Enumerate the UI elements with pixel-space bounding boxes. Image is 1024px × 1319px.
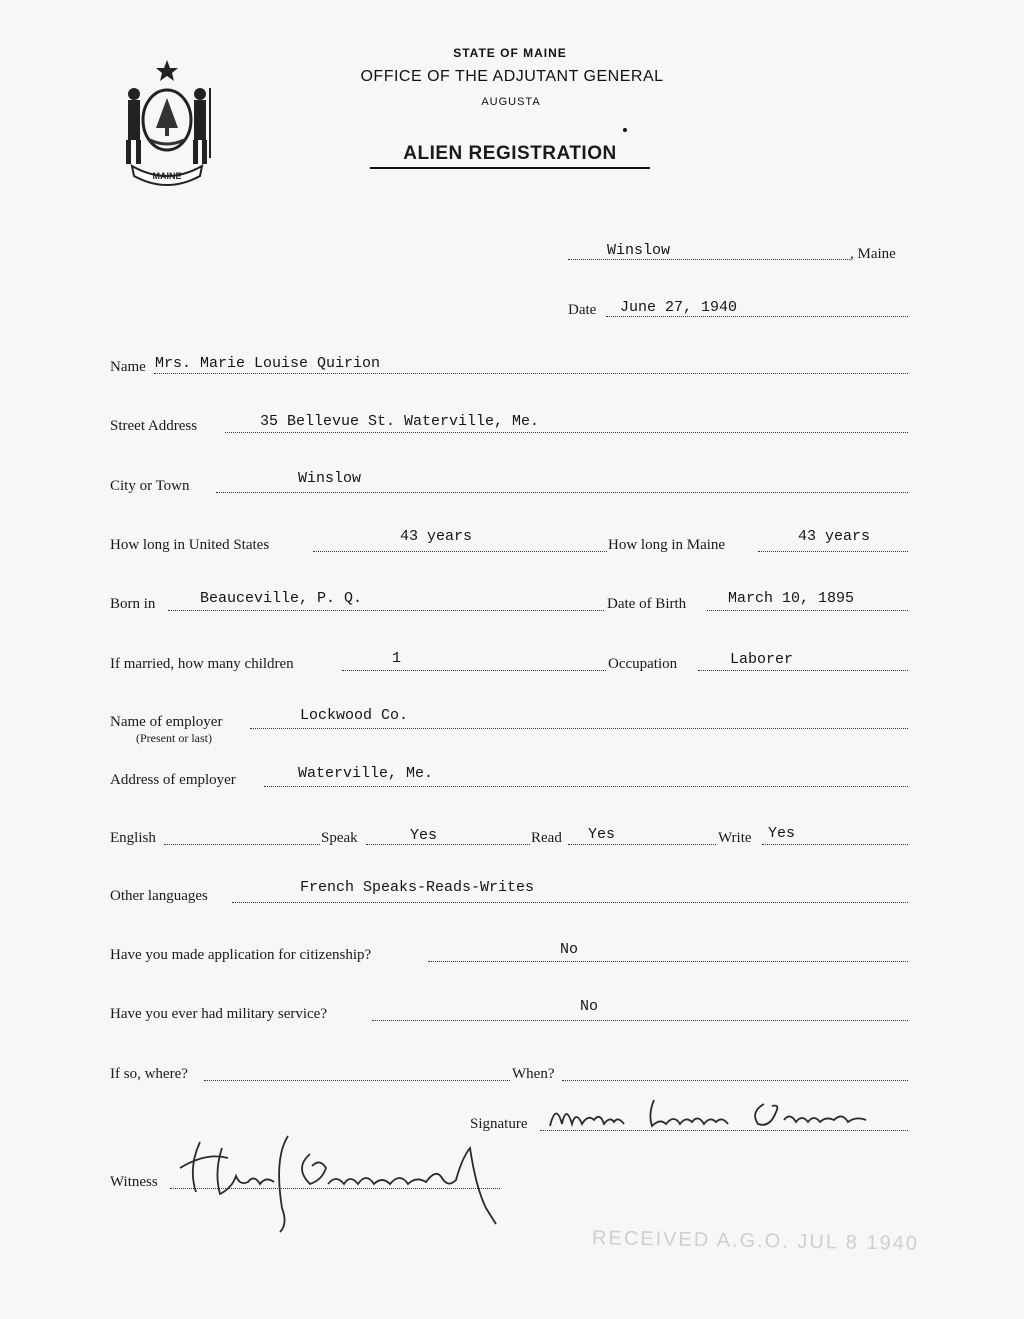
born-label: Born in [110, 596, 156, 612]
name-value: Mrs. Marie Louise Quirion [155, 355, 381, 372]
speak-line [366, 844, 530, 845]
us-time-label: How long in United States [110, 537, 270, 553]
military-line [372, 1020, 908, 1021]
born-line [168, 610, 604, 611]
occupation-line [698, 670, 908, 671]
employer-sublabel: (Present or last) [136, 731, 212, 745]
speak-label: Speak [321, 830, 358, 846]
office-heading: OFFICE OF THE ADJUTANT GENERAL [360, 68, 664, 85]
dob-label: Date of Birth [607, 596, 687, 612]
dob-line [707, 610, 908, 611]
employer-line [250, 728, 908, 729]
seal-lettering: MAINE [152, 171, 182, 181]
place-line [568, 259, 850, 260]
employer-address-value: Waterville, Me. [298, 765, 434, 782]
place-value: Winslow [607, 242, 671, 259]
city-value: Winslow [298, 470, 362, 487]
witness-label: Witness [110, 1174, 158, 1190]
received-stamp: RECEIVED A.G.O. JUL 8 1940 [591, 1227, 920, 1255]
maine-time-label: How long in Maine [608, 537, 726, 553]
employer-address-line [264, 786, 908, 787]
occupation-value: Laborer [730, 651, 794, 668]
read-value: Yes [588, 826, 616, 843]
dot-mark [623, 128, 627, 132]
english-line [164, 844, 320, 845]
name-line [154, 373, 908, 374]
military-value: No [580, 998, 599, 1015]
street-line [225, 432, 908, 433]
other-languages-label: Other languages [110, 888, 208, 904]
read-label: Read [531, 830, 562, 846]
us-time-value: 43 years [400, 528, 473, 545]
other-languages-line [232, 902, 908, 903]
place-suffix: , Maine [850, 246, 896, 262]
read-line [568, 844, 716, 845]
employer-address-label: Address of employer [110, 772, 236, 788]
citizenship-label: Have you made application for citizenship? [110, 947, 372, 963]
write-line [762, 844, 908, 845]
citizenship-line [428, 961, 908, 962]
date-label: Date [568, 302, 597, 318]
date-value: June 27, 1940 [620, 299, 738, 316]
children-line [342, 670, 606, 671]
witness-signature-mark [170, 1128, 510, 1240]
children-label: If married, how many children [110, 656, 294, 672]
employer-label: Name of employer [110, 714, 223, 730]
city-label: City or Town [110, 478, 190, 494]
street-label: Street Address [110, 418, 198, 434]
state-heading: STATE OF MAINE [453, 46, 567, 60]
maine-time-line [758, 551, 908, 552]
dob-value: March 10, 1895 [728, 590, 855, 607]
maine-time-value: 43 years [798, 528, 871, 545]
street-value: 35 Bellevue St. Waterville, Me. [260, 413, 540, 430]
signature-label: Signature [470, 1116, 528, 1132]
form-title: ALIEN REGISTRATION [370, 143, 650, 169]
us-time-line [313, 551, 607, 552]
where-line [204, 1080, 510, 1081]
speak-value: Yes [410, 827, 438, 844]
citizenship-value: No [560, 941, 579, 958]
other-languages-value: French Speaks-Reads-Writes [300, 879, 535, 896]
city-line [216, 492, 908, 493]
write-value: Yes [768, 825, 796, 842]
occupation-label: Occupation [608, 656, 678, 672]
city-heading: AUGUSTA [481, 96, 541, 108]
name-label: Name [110, 359, 146, 375]
military-label: Have you ever had military service? [110, 1006, 327, 1022]
employer-value: Lockwood Co. [300, 707, 409, 724]
born-value: Beauceville, P. Q. [200, 590, 363, 607]
when-label: When? [512, 1066, 555, 1082]
when-line [562, 1080, 908, 1081]
write-label: Write [718, 830, 752, 846]
date-line [606, 316, 908, 317]
signature-mark [544, 1090, 884, 1136]
where-label: If so, where? [110, 1066, 188, 1082]
english-label: English [110, 830, 156, 846]
children-value: 1 [392, 650, 402, 667]
